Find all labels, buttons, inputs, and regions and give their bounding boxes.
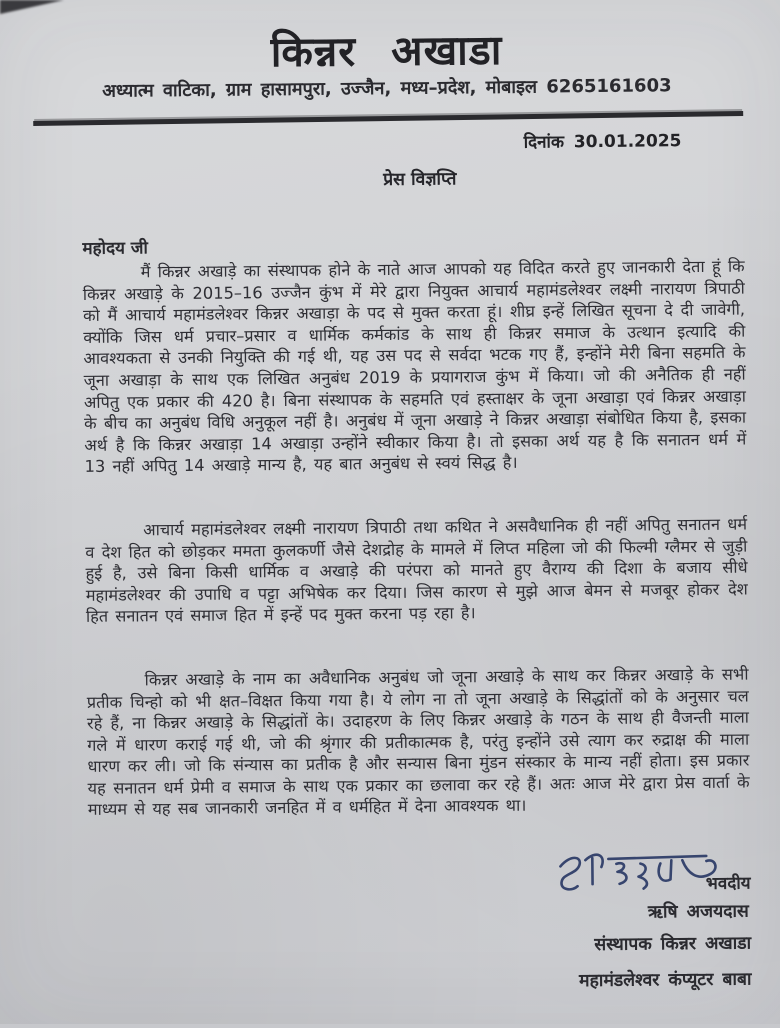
subject-heading: प्रेस विज्ञप्ति bbox=[383, 169, 457, 191]
handwritten-signature-ink bbox=[548, 843, 739, 903]
letterhead-divider bbox=[33, 111, 743, 126]
salutation: महोदय जी bbox=[82, 238, 148, 259]
paragraph-1: मैं किन्नर अखाड़े का संस्थापक होने के नाते आज आपको यह विदित करते हुए जानकारी देता हूं कि किन्नर अखाड़े के 2015–16 उज्जैन कुंभ में मेरे द्वारा नियुक्त आचार्य महामंडलेश्वर लक्ष्मी नारायण त्रिपाठी को मैं आचार्य महामंडलेश्वर किन्नर अखाड़ा के पद से मुक्त करता हूं। शीघ्र इन्हें लिखित सूचना दे दी जावेगी, क्योंकि जिस धर्म प्रचार–प्रसार व धार्मिक कर्मकांड के साथ ही किन्नर समाज के उत्थान इत्यादि की आवश्यकता से उनकी नियुक्ति की गई थी, यह उस पद से सर्वदा भटक गए हैं, इन्होंने मेरी बिना सहमति के जूना अखाड़ा के साथ एक लिखित अनुबंध 2019 के प्रयागराज कुंभ में किया। जो की अनैतिक ही नहीं अपितु एक प्रकार की 420 है। बिना संस्थापक के सहमति एवं हस्ताक्षर के जूना अखाड़ा एवं किन्नर अखाड़ा के बीच का अनुबंध विधि अनुकूल नहीं है। अनुबंध में जूना अखाड़े ने किन्नर अखाड़ा संबोधित किया है, इसका अर्थ है कि किन्नर अखाड़ा 14 अखाड़ा उन्होंने स्वीकार किया है। तो इसका अर्थ यह है कि सनातन धर्म में 13 नहीं अपितु 14 अखाड़े मान्य है, यह बात अनुबंध से स्वयं सिद्ध है। bbox=[82, 256, 747, 477]
signatory-title: महामंडलेश्वर कंप्यूटर बाबा bbox=[579, 969, 752, 992]
signature-block bbox=[450, 843, 752, 1016]
letter-body bbox=[83, 256, 750, 821]
letterhead-address: अध्यात्म वाटिका, ग्राम हासामपुरा, उज्जैन, मध्य–प्रदेश, मोबाइल 6265161603 bbox=[102, 75, 672, 102]
date-line: दिनांक 30.01.2025 bbox=[523, 131, 682, 153]
paragraph-2: आचार्य महामंडलेश्वर लक्ष्मी नारायण त्रिपाठी तथा कथित ने असवैधानिक ही नहीं अपितु सनातन धर्म व देश हित को छोड़कर ममता कुलकर्णी जैसे देशद्रोह के मामले में लिप्त महिला जो की फिल्मी ग्लैमर से जुड़ी हुई है, उसे बिना किसी धार्मिक व अखाड़े की परंपरा को मानते हुए वैराग्य की दिशा के बजाय सीधे महामंडलेश्वर की उपाधि व पट्टा अभिषेक कर दिया। जिस कारण से मुझे आज बेमन से मजबूर होकर देश हित सनातन एवं समाज हित में इन्हें पद मुक्त करना पड़ रहा है। bbox=[85, 514, 748, 627]
closing-word: भवदीय bbox=[705, 873, 751, 894]
letterhead-title: किन्नर अखाडा bbox=[270, 25, 503, 77]
signatory-name: ऋषि अजयदास bbox=[647, 901, 749, 923]
paragraph-3: किन्नर अखाड़े के नाम का अवैधानिक अनुबंध जो जूना अखाड़े के साथ कर किन्नर अखाड़े के सभी प्रतीक चिन्हो को भी क्षत–विक्षत किया गया है। ये लोग ना तो जूना अखाड़े के सिद्धांतों को के अनुसार चल रहे हैं, ना किन्नर अखाड़े के सिद्धांतों के। उदाहरण के लिए किन्नर अखाड़े के गठन के साथ ही वैजन्ती माला गले में धारण कराई गई थी, जो की श्रृंगार की प्रतीकात्मक है, परंतु इन्होंने उसे त्याग कर रुद्राक्ष की माला धारण कर ली। जो कि संन्यास का प्रतीक है और सन्यास बिना मुंडन संस्कार के मान्य नहीं होता। इस प्रकार यह सनातन धर्म प्रेमी व समाज के साथ एक प्रकार का छलावा कर रहे हैं। अतः आज मेरे द्वारा प्रेस वार्ता के माध्यम से यह सब जानकारी जनहित में व धर्महित में देना आवश्यक था। bbox=[86, 664, 750, 820]
signatory-designation: संस्थापक किन्नर अखाडा bbox=[594, 933, 752, 956]
